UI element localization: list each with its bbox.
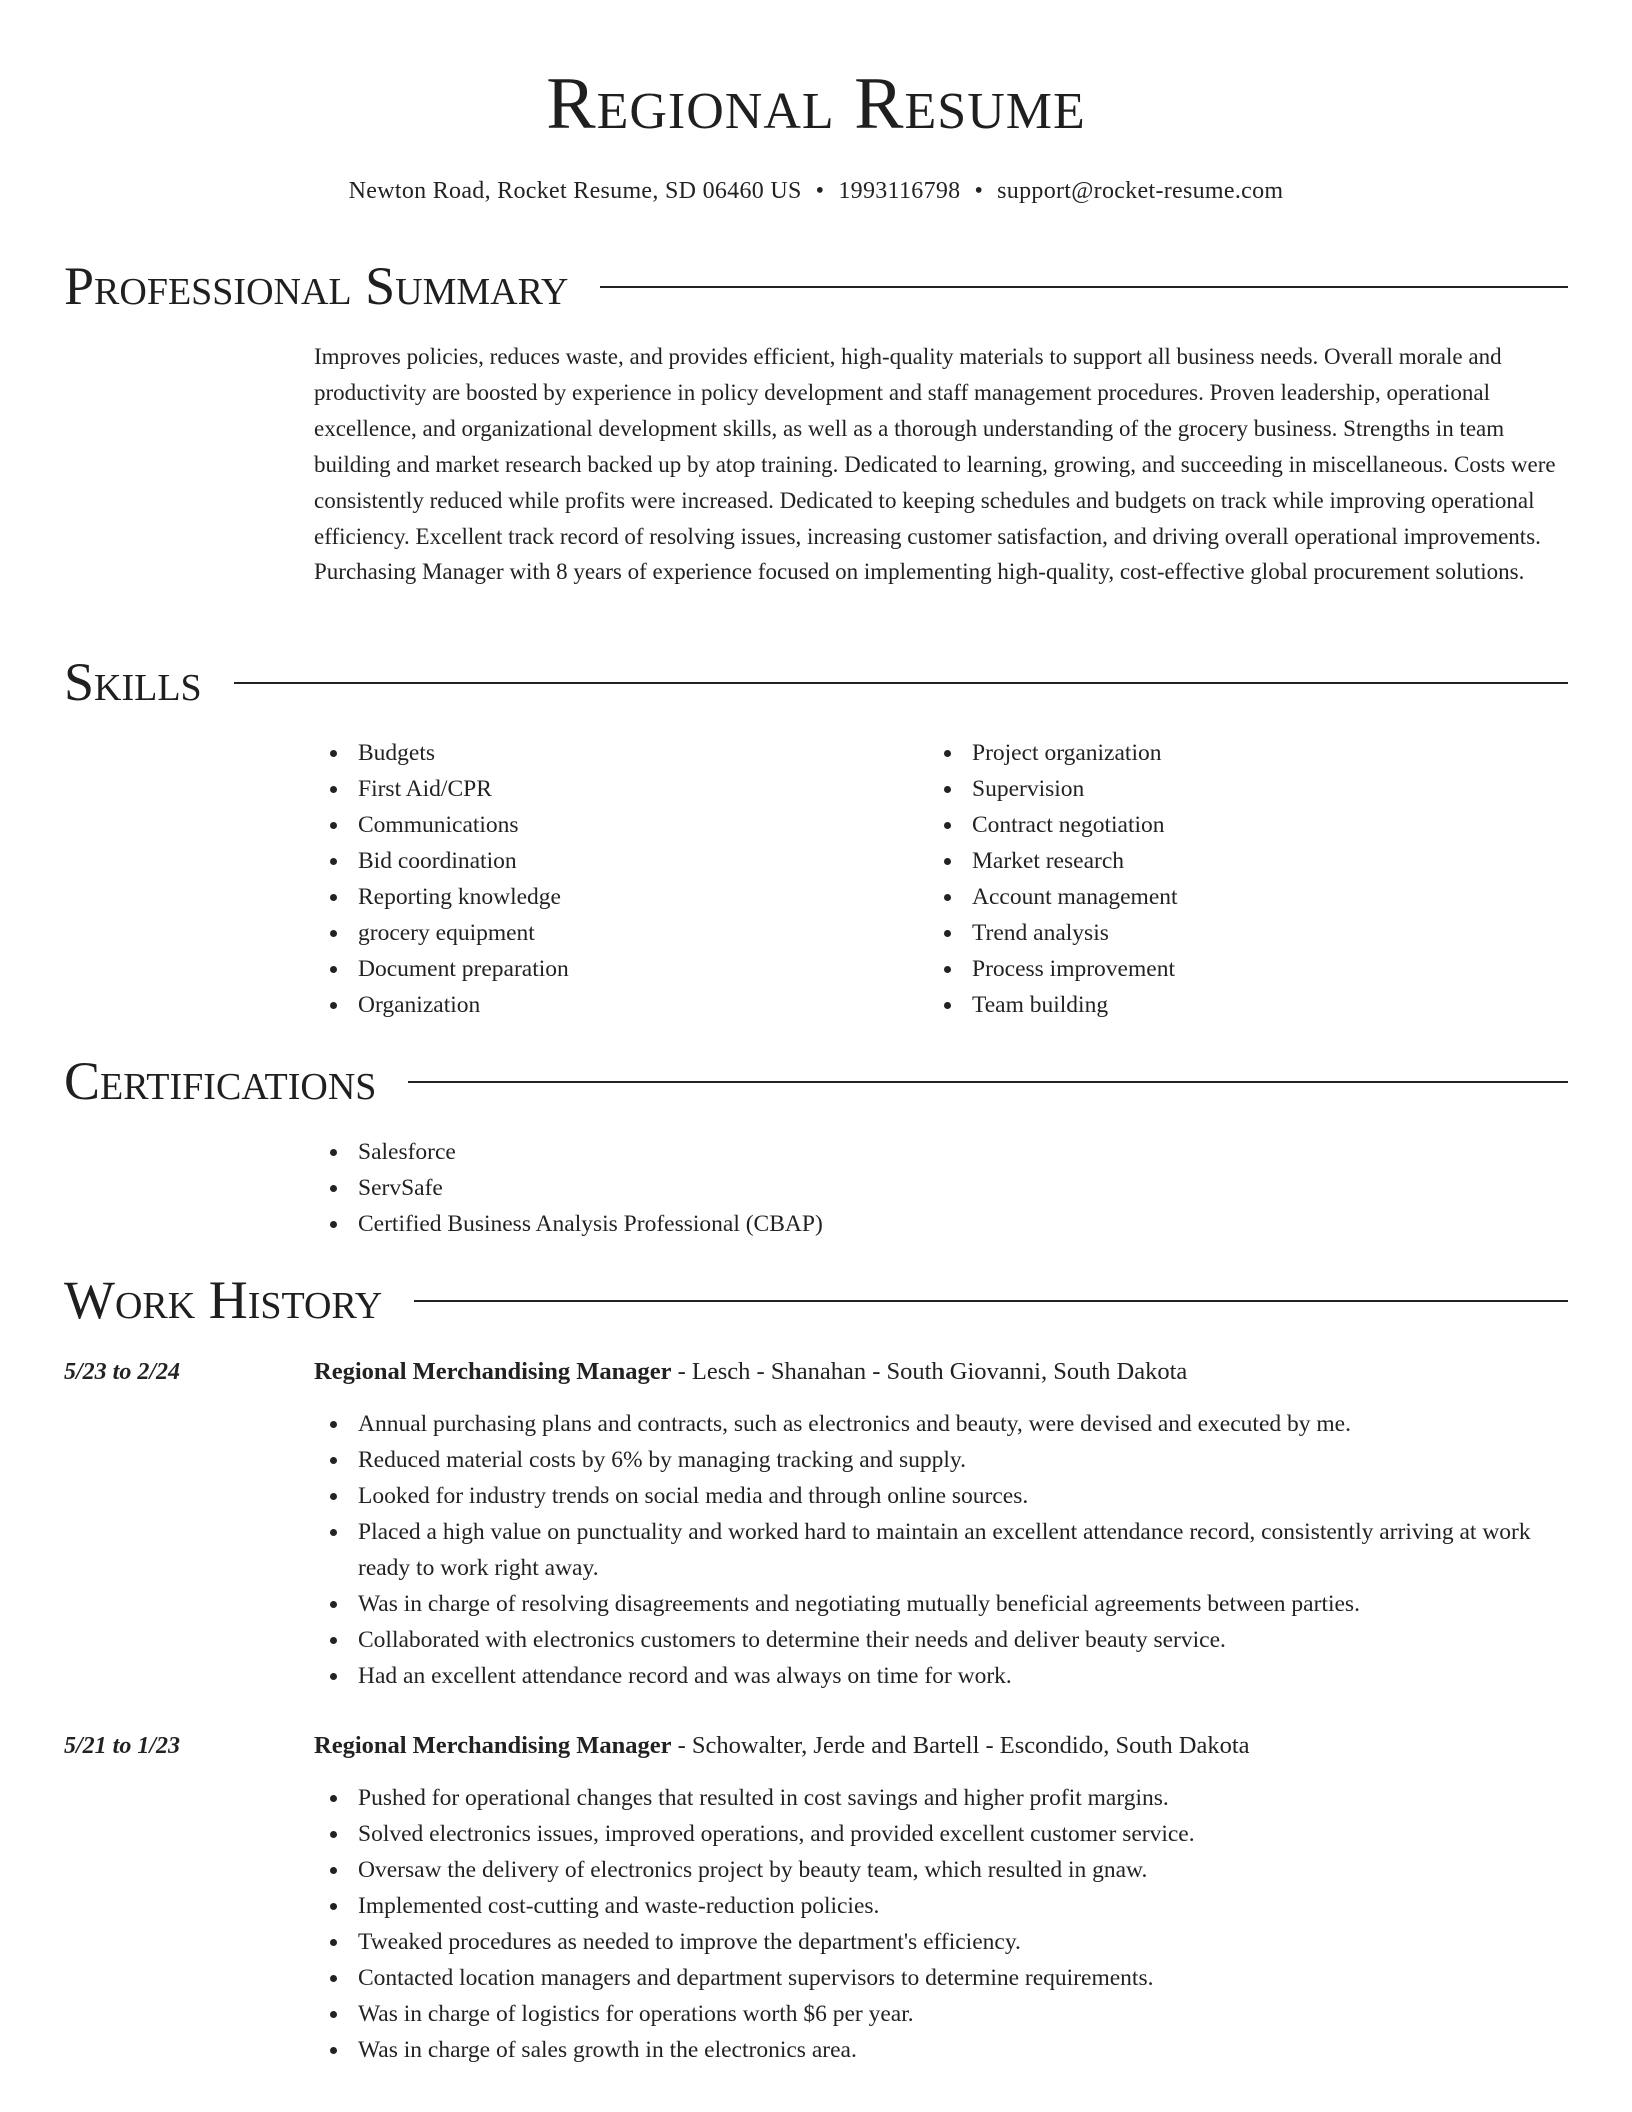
job-title: Regional Merchandising Manager (314, 1358, 672, 1385)
job-duty: Was in charge of logistics for operations worth $6 per year. (314, 1996, 1572, 2032)
skill-item: grocery equipment (314, 915, 569, 951)
job-header (314, 1355, 1187, 1389)
job-duty: Annual purchasing plans and contracts, such as electronics and beauty, were devised and executed by me. (314, 1406, 1572, 1442)
job-duty: Solved electronics issues, improved operations, and provided excellent customer service. (314, 1816, 1572, 1852)
section-divider (234, 682, 1568, 684)
contact-address: Newton Road, Rocket Resume, SD 06460 US (348, 178, 802, 204)
job-duty: Looked for industry trends on social media and through online sources. (314, 1478, 1572, 1514)
skill-item: Trend analysis (928, 915, 1178, 951)
job-duty: Reduced material costs by 6% by managing tracking and supply. (314, 1442, 1572, 1478)
certifications-list (314, 1134, 823, 1242)
job-duty: Implemented cost-cutting and waste-reduction policies. (314, 1888, 1572, 1924)
work-section-header (64, 1270, 1568, 1330)
job-title: Regional Merchandising Manager (314, 1732, 672, 1759)
job-duty: Had an excellent attendance record and was always on time for work. (314, 1658, 1572, 1694)
contact-line (0, 175, 1632, 207)
contact-separator: • (974, 178, 984, 204)
section-divider (600, 286, 1568, 288)
section-divider (408, 1081, 1568, 1083)
summary-section-title: Professional Summary (64, 256, 569, 316)
certification-item: ServSafe (314, 1170, 823, 1206)
skills-section-title: Skills (64, 652, 202, 712)
certifications-section-header (64, 1051, 1568, 1111)
contact-separator: • (815, 178, 825, 204)
skill-item: Process improvement (928, 951, 1178, 987)
skill-item: Bid coordination (314, 843, 569, 879)
skills-list-left (314, 735, 569, 1023)
job-dates: 5/21 to 1/23 (64, 1733, 181, 1759)
skill-item: Market research (928, 843, 1178, 879)
job-duties-list (314, 1406, 1572, 1694)
job-duty: Was in charge of resolving disagreements and negotiating mutually beneficial agreements between parties. (314, 1586, 1572, 1622)
summary-section-header (64, 256, 1568, 316)
certification-item: Salesforce (314, 1134, 823, 1170)
job-company-location: - Schowalter, Jerde and Bartell - Escondido, South Dakota (671, 1732, 1250, 1759)
skills-section-header (64, 652, 1568, 712)
skill-item: Communications (314, 807, 569, 843)
skill-item: Contract negotiation (928, 807, 1178, 843)
skill-item: Document preparation (314, 951, 569, 987)
job-dates: 5/23 to 2/24 (64, 1359, 181, 1385)
contact-email: support@rocket-resume.com (997, 178, 1284, 204)
job-duty: Was in charge of sales growth in the electronics area. (314, 2032, 1572, 2068)
skill-item: Supervision (928, 771, 1178, 807)
summary-text: Improves policies, reduces waste, and provides efficient, high-quality materials to support all business needs. Overall morale and productivity are boosted by experience in policy development and staff management procedures. Proven leadership, operational excellence, and organizational development skills, as well as a thorough understanding of the grocery business. Strengths in team building and market research backed up by atop training. Dedicated to learning, growing, and succeeding in miscellaneous. Costs were consistently reduced while profits were increased. Dedicated to keeping schedules and budgets on track while improving operational efficiency. Excellent track record of resolving issues, increasing customer satisfaction, and driving overall operational improvements. Purchasing Manager with 8 years of experience focused on implementing high-quality, cost-effective global procurement solutions. (314, 344, 1556, 585)
contact-phone: 1993116798 (838, 178, 961, 204)
job-duty: Placed a high value on punctuality and worked hard to maintain an excellent attendance record, consistently arriving at work ready to work right away. (314, 1514, 1572, 1586)
job-duty: Pushed for operational changes that resulted in cost savings and higher profit margins. (314, 1780, 1572, 1816)
resume-name: Regional Resume (546, 63, 1086, 145)
certifications-section-title: Certifications (64, 1051, 377, 1111)
job-duty: Oversaw the delivery of electronics project by beauty team, which resulted in gnaw. (314, 1852, 1572, 1888)
job-header (314, 1729, 1250, 1763)
skill-item: First Aid/CPR (314, 771, 569, 807)
job-company-location: - Lesch - Shanahan - South Giovanni, South Dakota (671, 1358, 1188, 1385)
job-duty: Contacted location managers and department supervisors to determine requirements. (314, 1960, 1572, 1996)
skill-item: Organization (314, 987, 569, 1023)
skill-item: Reporting knowledge (314, 879, 569, 915)
job-duties-list (314, 1780, 1572, 2068)
skill-item: Budgets (314, 735, 569, 771)
job-duty: Collaborated with electronics customers to determine their needs and deliver beauty service. (314, 1622, 1572, 1658)
skill-item: Project organization (928, 735, 1178, 771)
work-section-title: Work History (64, 1270, 383, 1330)
certification-item: Certified Business Analysis Professional (CBAP) (314, 1206, 823, 1242)
skills-list-right (928, 735, 1178, 1023)
skill-item: Team building (928, 987, 1178, 1023)
section-divider (414, 1300, 1568, 1302)
job-duty: Tweaked procedures as needed to improve the department's efficiency. (314, 1924, 1572, 1960)
skill-item: Account management (928, 879, 1178, 915)
